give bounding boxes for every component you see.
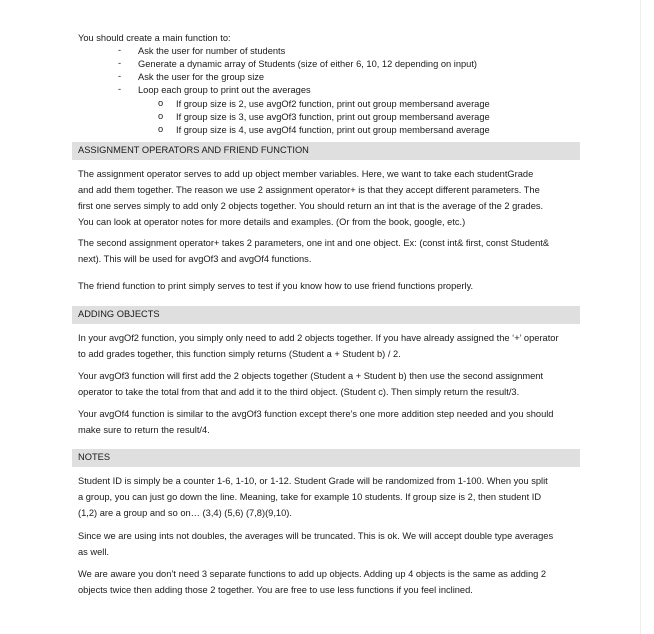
paragraph-line: Your avgOf3 function will first add the 2 objects together (Student a + Student b) then use the second assignment xyxy=(78,371,544,381)
sub-bullet-marker: o xyxy=(158,98,164,108)
intro-text: You should create a main function to: xyxy=(78,33,231,43)
paragraph-line: as well. xyxy=(78,547,110,557)
paragraph-line: (1,2) are a group and so on… (3,4) (5,6) (7,8)(9,10). xyxy=(78,508,292,518)
bullet-item: Loop each group to print out the averages xyxy=(138,85,311,95)
paragraph-line: a group, you can just go down the line. Meaning, take for example 10 students. If group size is 2, then student ID xyxy=(78,492,542,502)
bullet-dash: - xyxy=(118,45,122,55)
bullet-dash: - xyxy=(118,58,122,68)
section-heading-adding-objects xyxy=(72,306,580,324)
paragraph-line: In your avgOf2 function, you simply only need to add 2 objects together. If you have already assigned the ‘+’ operator xyxy=(78,333,559,343)
bullet-dash: - xyxy=(118,71,122,81)
paragraph-line: The second assignment operator+ takes 2 parameters, one int and one object. Ex: (const int& first, const Student& xyxy=(78,238,550,248)
sub-bullet-item: If group size is 3, use avgOf3 function, print out group membersand average xyxy=(176,112,490,122)
sub-bullet-marker: o xyxy=(158,124,164,134)
bullet-item: Ask the user for number of students xyxy=(138,46,286,56)
paragraph-line: The assignment operator serves to add up object member variables. Here, we want to take each studentGrade xyxy=(78,169,534,179)
paragraph-line: You can look at operator notes for more details and examples. (Or from the book, google, etc.) xyxy=(78,217,466,227)
paragraph-line: and add them together. The reason we use 2 assignment operator+ is that they accept different parameters. The xyxy=(78,185,540,195)
section-heading-assignment-operators xyxy=(72,142,580,160)
paragraph-line: We are aware you don’t need 3 separate functions to add up objects. Adding up 4 objects is the same as adding 2 xyxy=(78,569,547,579)
sub-bullet-item: If group size is 4, use avgOf4 function, print out group membersand average xyxy=(176,125,490,135)
sub-bullet-item: If group size is 2, use avgOf2 function, print out group membersand average xyxy=(176,99,490,109)
paragraph-line: first one serves simply to add only 2 objects together. You should return an int that is the average of the 2 grades. xyxy=(78,201,544,211)
paragraph-line: Student ID is simply be a counter 1-6, 1-10, or 1-12. Student Grade will be randomized from 1-100. When you split xyxy=(78,476,548,486)
sub-bullet-marker: o xyxy=(158,111,164,121)
bullet-item: Ask the user for the group size xyxy=(138,72,265,82)
bullet-dash: - xyxy=(118,84,122,94)
paragraph-line: make sure to return the result/4. xyxy=(78,425,210,435)
section-heading-text: ASSIGNMENT OPERATORS AND FRIEND FUNCTION xyxy=(78,145,309,155)
paragraph-line: next). This will be used for avgOf3 and avgOf4 functions. xyxy=(78,254,312,264)
paragraph-line: operator to take the total from that and add it to the third object. (Student c). Then simply return the result/3. xyxy=(78,387,520,397)
paragraph-line: objects twice then adding those 2 together. You are free to use less functions if you feel inclined. xyxy=(78,585,473,595)
bullet-item: Generate a dynamic array of Students (size of either 6, 10, 12 depending on input) xyxy=(138,59,478,69)
paragraph-line: Your avgOf4 function is similar to the avgOf3 function except there’s one more addition step needed and you should xyxy=(78,409,554,419)
page-edge xyxy=(640,0,641,634)
section-heading-notes xyxy=(72,449,580,467)
paragraph-line: to add grades together, this function simply returns (Student a + Student b) / 2. xyxy=(78,349,401,359)
section-heading-text: ADDING OBJECTS xyxy=(78,309,160,319)
section-heading-text: NOTES xyxy=(78,452,111,462)
paragraph-line: The friend function to print simply serves to test if you know how to use friend functions properly. xyxy=(78,281,474,291)
paragraph-line: Since we are using ints not doubles, the averages will be truncated. This is ok. We will accept double type averages xyxy=(78,531,554,541)
